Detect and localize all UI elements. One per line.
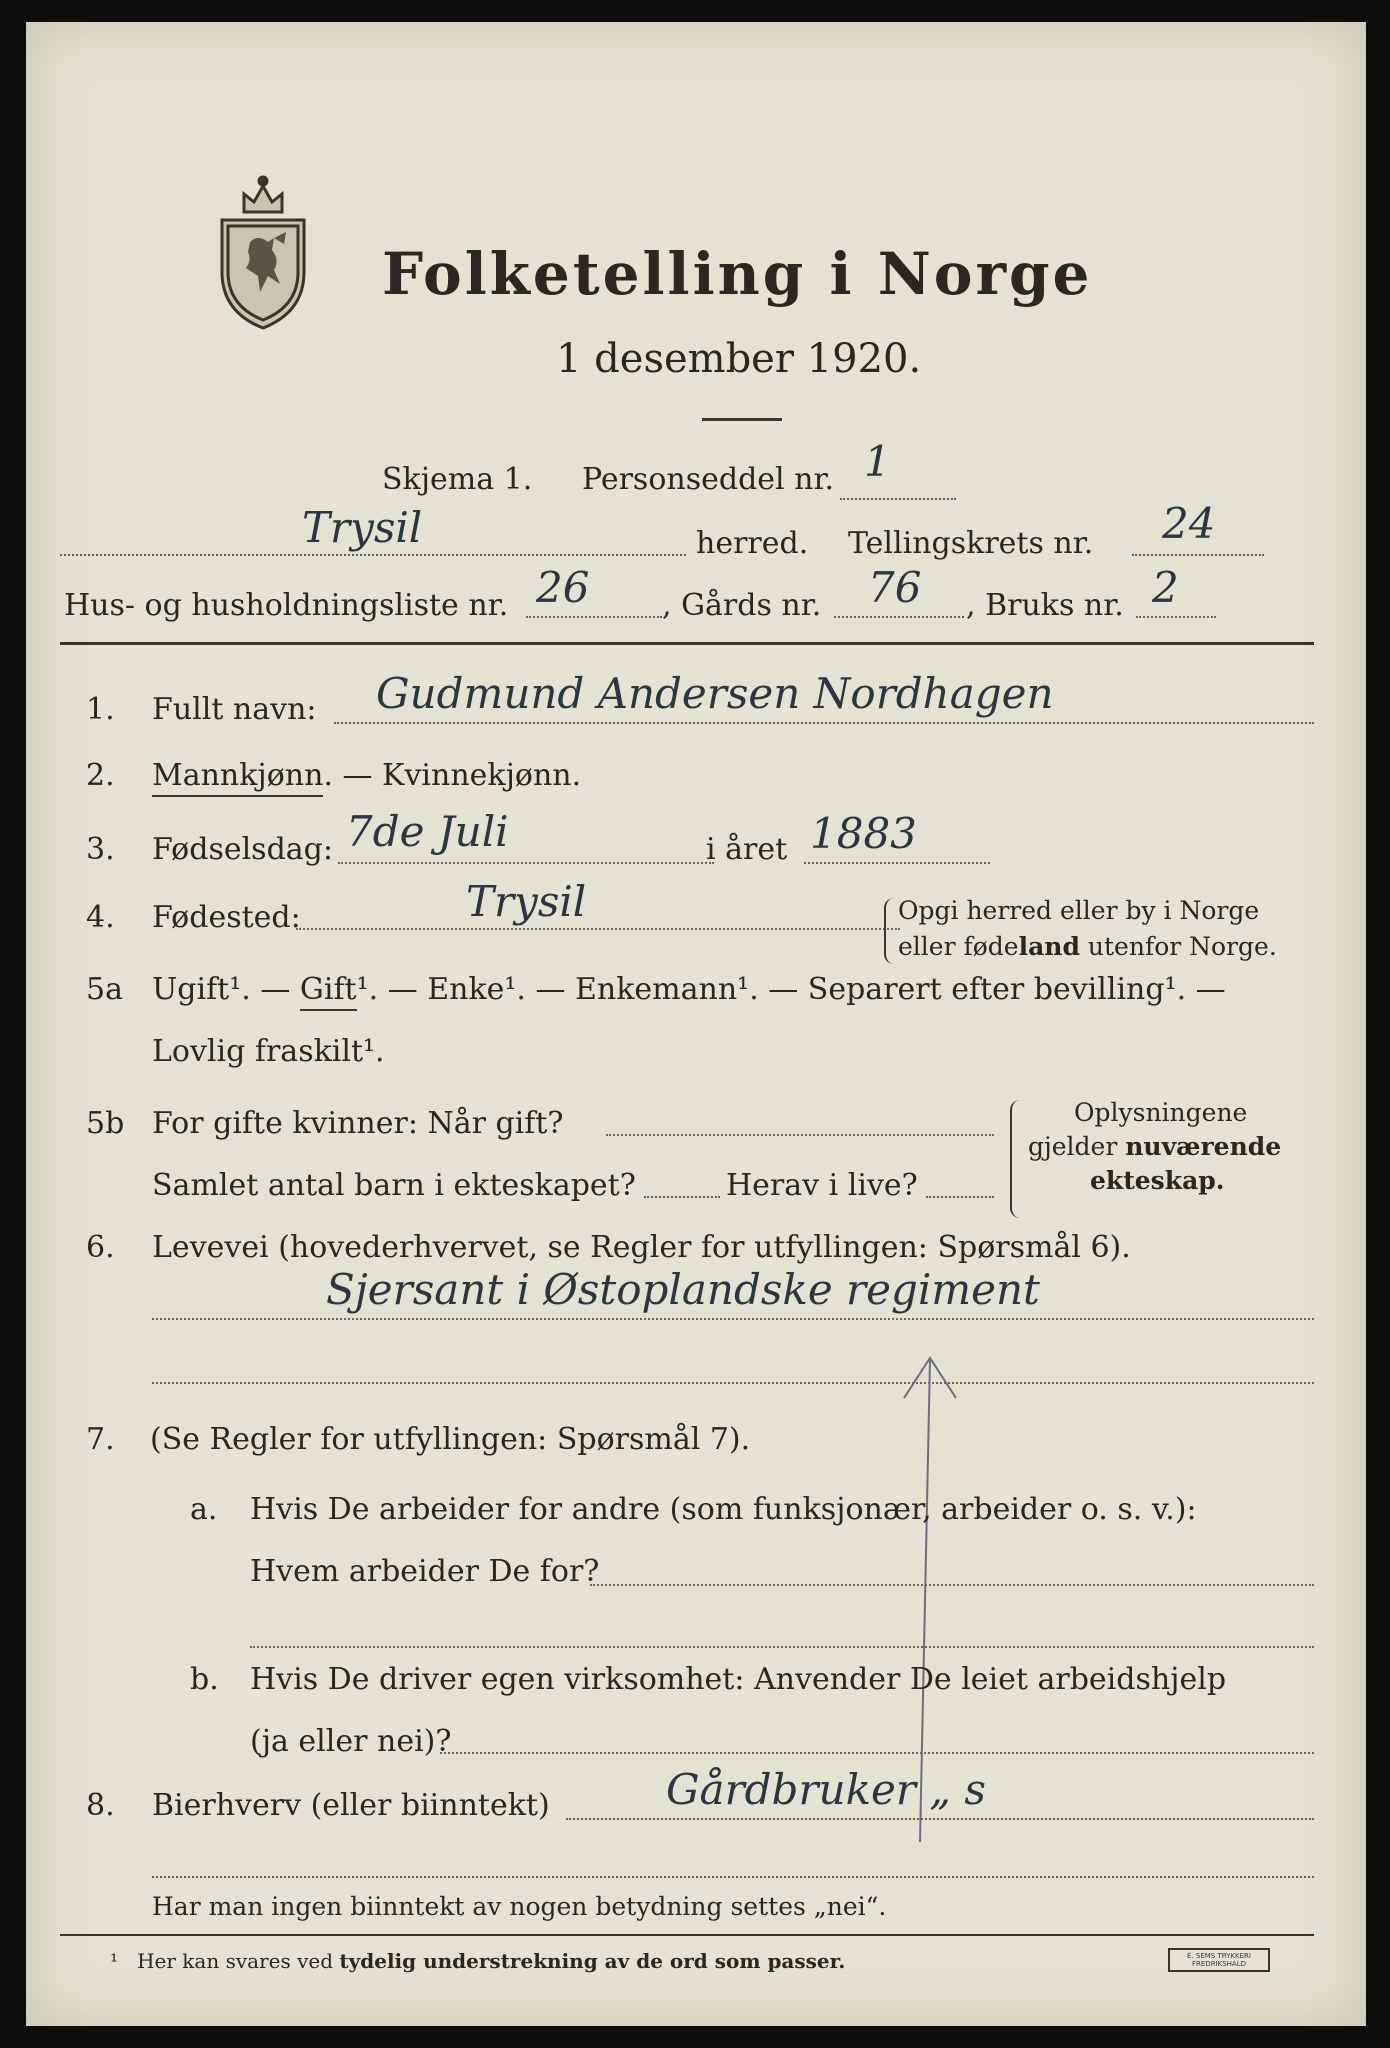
year-line	[804, 862, 990, 864]
census-form-sheet	[26, 22, 1366, 2026]
q5b-note-line3: ekteskap.	[1090, 1166, 1225, 1195]
birthday-value[interactable]: 7de Juli	[346, 807, 509, 856]
herred-line	[60, 554, 686, 556]
birthplace-line	[296, 928, 900, 930]
q5b-line1: For gifte kvinner: Når gift?	[152, 1106, 564, 1141]
employer-line-2	[250, 1646, 1314, 1648]
year-label: i året	[706, 832, 788, 867]
personseddel-value[interactable]: 1	[864, 437, 891, 486]
census-date: 1 desember 1920.	[556, 336, 922, 382]
printer-stamp: E. SEMS TRYKKERI FREDRIKSHALD	[1168, 1948, 1270, 1972]
q5b-line2b: Herav i live?	[726, 1168, 918, 1203]
occupation-value[interactable]: Sjersant i Østoplandske regiment	[326, 1265, 1040, 1314]
q7a-number: a.	[190, 1492, 218, 1527]
q3-number: 3.	[86, 832, 115, 867]
personseddel-label: Personseddel nr.	[582, 462, 835, 497]
herred-label: herred.	[696, 526, 809, 561]
gards-label: , Gårds nr.	[662, 588, 822, 623]
q7b-line2: (ja eller nei)?	[250, 1724, 452, 1759]
q2-options: Mannkjønn. — Kvinnekjønn.	[152, 758, 581, 794]
occupation-line-2	[152, 1382, 1314, 1384]
side-income-value[interactable]: Gårdbruker „ s	[666, 1765, 986, 1814]
birthday-line	[338, 862, 714, 864]
q4-note-brace	[884, 898, 896, 964]
divorced-option[interactable]: Lovlig fraskilt¹.	[152, 1034, 385, 1069]
children-line	[644, 1196, 720, 1198]
q7b-line1: Hvis De driver egen virksomhet: Anvender De leiet arbeidshjelp	[250, 1662, 1227, 1697]
married-option[interactable]: Gift	[300, 972, 357, 1011]
bruks-label: , Bruks nr.	[966, 588, 1124, 623]
q6-label: Levevei (hovederhvervet, se Regler for utfyllingen: Spørsmål 6).	[152, 1230, 1131, 1265]
side-income-line-1	[566, 1818, 1314, 1820]
alive-line	[926, 1196, 994, 1198]
q4-label: Fødested:	[152, 900, 301, 935]
hired-help-line	[440, 1752, 1314, 1754]
q2-number: 2.	[86, 758, 115, 793]
title-divider	[702, 418, 782, 421]
q5b-line2: Samlet antal barn i ekteskapet?	[152, 1168, 636, 1203]
q8-number: 8.	[86, 1788, 115, 1823]
hus-value[interactable]: 26	[536, 563, 590, 612]
birth-year-value[interactable]: 1883	[810, 809, 917, 858]
q1-label: Fullt navn:	[152, 692, 317, 727]
female-option[interactable]: Kvinnekjønn	[382, 758, 572, 793]
full-name-value[interactable]: Gudmund Andersen Nordhagen	[376, 669, 1054, 718]
occupation-line-1	[152, 1318, 1314, 1320]
q7a-line2: Hvem arbeider De for?	[250, 1554, 600, 1589]
herred-value[interactable]: Trysil	[302, 503, 423, 552]
marital-options: Ugift¹. — Gift¹. — Enke¹. — Enkemann¹. — Separert efter bevilling¹. —	[152, 972, 1226, 1008]
married-when-line	[606, 1134, 994, 1136]
birthplace-value[interactable]: Trysil	[466, 877, 587, 926]
q5a-number: 5a	[86, 972, 123, 1007]
employer-line-1	[590, 1584, 1314, 1586]
bruks-line	[1136, 616, 1216, 618]
bruks-value[interactable]: 2	[1152, 563, 1179, 612]
footer-divider	[60, 1934, 1314, 1936]
schema-label: Skjema 1.	[382, 462, 533, 497]
tellingskrets-line	[1132, 554, 1264, 556]
form-title: Folketelling i Norge	[382, 240, 1093, 308]
q4-note-line2: eller fødeland utenfor Norge.	[898, 932, 1277, 961]
tellingskrets-value[interactable]: 24	[1162, 499, 1216, 548]
q4-note-line1: Opgi herred eller by i Norge	[898, 896, 1260, 925]
personseddel-line	[840, 498, 956, 500]
q8-label: Bierhverv (eller biinntekt)	[152, 1788, 550, 1823]
q1-line	[334, 722, 1314, 724]
hus-label: Hus- og husholdningsliste nr.	[64, 588, 509, 623]
q7-label: (Se Regler for utfyllingen: Spørsmål 7).	[150, 1422, 751, 1457]
hus-line	[526, 616, 662, 618]
q7-number: 7.	[86, 1422, 115, 1457]
tellingskrets-label: Tellingskrets nr.	[848, 526, 1094, 561]
norwegian-lion-shield-icon	[214, 172, 312, 332]
q7a-line1: Hvis De arbeider for andre (som funksjonær, arbeider o. s. v.):	[250, 1492, 1197, 1527]
q5b-note-brace	[1010, 1100, 1024, 1218]
gards-value[interactable]: 76	[868, 563, 922, 612]
q6-number: 6.	[86, 1230, 115, 1265]
q1-number: 1.	[86, 692, 115, 727]
q7b-number: b.	[190, 1662, 219, 1697]
gards-line	[834, 616, 964, 618]
q5b-note-line2: gjelder nuværende	[1028, 1132, 1282, 1161]
q5b-number: 5b	[86, 1106, 125, 1141]
male-option[interactable]: Mannkjønn	[152, 758, 323, 797]
q5b-note-line1: Oplysningene	[1074, 1098, 1248, 1127]
q3-label: Fødselsdag:	[152, 832, 333, 867]
q4-number: 4.	[86, 900, 115, 935]
side-income-note: Har man ingen biinntekt av nogen betydning settes „nei“.	[152, 1892, 887, 1921]
side-income-line-2	[152, 1876, 1314, 1878]
header-divider	[60, 642, 1314, 645]
footnote: ¹ Her kan svares ved tydelig understrekning av de ord som passer.	[110, 1949, 846, 1973]
